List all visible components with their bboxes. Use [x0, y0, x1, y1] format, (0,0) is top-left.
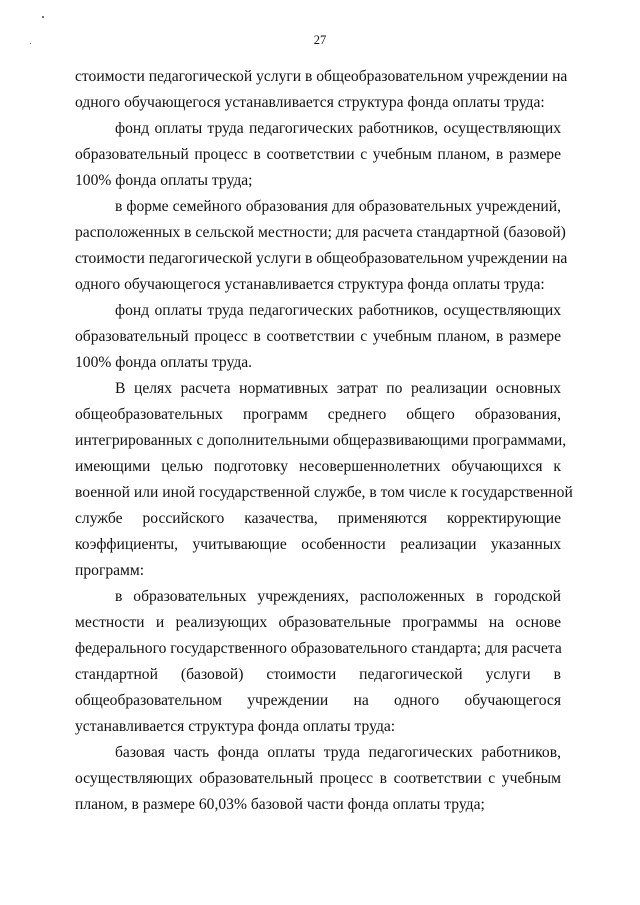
- text-line: федерального государственного образовательного стандарта; для расчета: [75, 640, 562, 657]
- text-line: 100% фонда оплаты труда;: [75, 172, 253, 189]
- text-line: планом, в размере 60,03% базовой части фонда оплаты труда;: [75, 796, 485, 813]
- text-line: расположенных в сельской местности; для расчета стандартной (базовой): [75, 224, 566, 241]
- text-line: 100% фонда оплаты труда.: [75, 354, 253, 371]
- text-line: образовательный процесс в соответствии с учебным планом, в размере: [75, 328, 561, 345]
- text-line: стандартной (базовой) стоимости педагогической услуги в: [75, 666, 561, 683]
- text-line: коэффициенты, учитывающие особенности реализации указанных: [75, 536, 561, 553]
- paragraph: [75, 116, 561, 194]
- text-line: военной или иной государственной службе, в том числе к государственной: [75, 484, 573, 501]
- text-line: местности и реализующих образовательные программы на основе: [75, 614, 561, 631]
- paragraph: [75, 376, 573, 584]
- text-line: фонд оплаты труда педагогических работников, осуществляющих: [115, 120, 561, 137]
- paragraph: [75, 740, 561, 818]
- text-line: одного обучающегося устанавливается структура фонда оплаты труда:: [75, 276, 545, 293]
- text-line: осуществляющих образовательный процесс в соответствии с учебным: [75, 770, 561, 787]
- text-line: имеющими целью подготовку несовершеннолетних обучающихся к: [75, 458, 561, 475]
- document-body: [75, 64, 573, 818]
- text-line: в форме семейного образования для образовательных учреждений,: [115, 198, 561, 215]
- text-line: стоимости педагогической услуги в общеобразовательном учреждении на: [75, 250, 568, 267]
- paragraph: [75, 584, 561, 740]
- scan-speck: [42, 16, 44, 18]
- text-line: стоимости педагогической услуги в общеобразовательном учреждении на: [75, 68, 568, 85]
- scan-speck: [30, 43, 31, 44]
- text-line: одного обучающегося устанавливается структура фонда оплаты труда:: [75, 94, 545, 111]
- paragraph: [75, 194, 568, 298]
- text-line: службе российского казачества, применяются корректирующие: [75, 510, 561, 527]
- text-line: образовательный процесс в соответствии с учебным планом, в размере: [75, 146, 561, 163]
- paragraph: [75, 298, 561, 376]
- text-line: фонд оплаты труда педагогических работников, осуществляющих: [115, 302, 561, 319]
- text-line: общеобразовательном учреждении на одного обучающегося: [75, 692, 561, 709]
- text-line: общеобразовательных программ среднего общего образования,: [75, 406, 561, 423]
- text-line: В целях расчета нормативных затрат по реализации основных: [115, 380, 561, 397]
- text-line: базовая часть фонда оплаты труда педагогических работников,: [115, 744, 561, 761]
- text-line: в образовательных учреждениях, расположенных в городской: [115, 588, 561, 605]
- page-number: 27: [313, 33, 327, 47]
- paragraph: [75, 64, 568, 116]
- text-line: устанавливается структура фонда оплаты труда:: [75, 718, 396, 735]
- text-line: интегрированных с дополнительными общеразвивающими программами,: [75, 432, 567, 449]
- text-line: программ:: [75, 562, 145, 579]
